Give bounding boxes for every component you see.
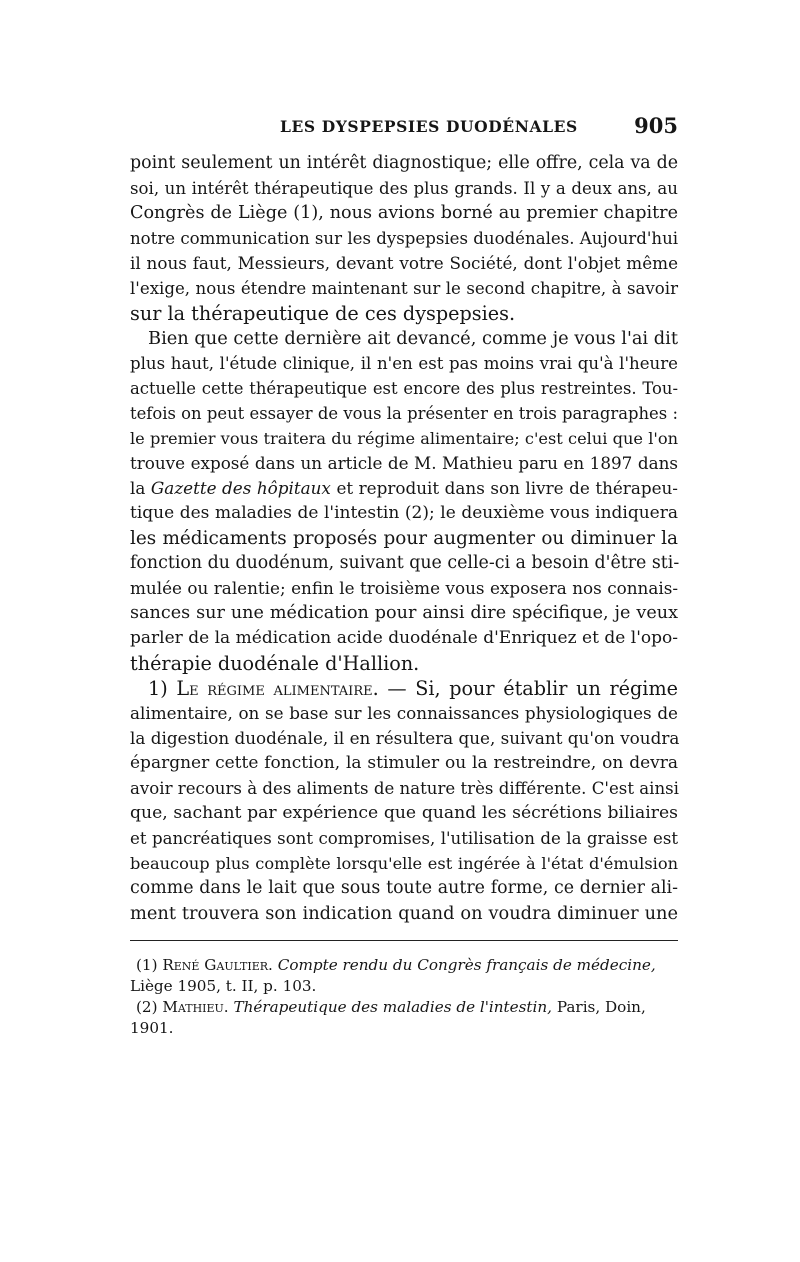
section-number: 1) bbox=[148, 677, 177, 700]
text-line: les médicaments proposés pour augmenter ou diminuer la bbox=[130, 528, 678, 549]
text-line: tique des maladies de l'intestin (2); le deuxième vous indiquera bbox=[130, 503, 678, 523]
section-heading: Le régime alimentaire bbox=[176, 677, 373, 700]
text-segment: . — Si, pour établir un régime bbox=[372, 677, 678, 700]
text-line: parler de la médication acide duodénale d'Enriquez et de l'opo- bbox=[130, 628, 678, 648]
footnote-title: Thérapeutique des maladies de l'intestin, bbox=[233, 998, 553, 1016]
text-line: sances sur une médication pour ainsi dire spécifique, je veux bbox=[130, 603, 678, 623]
text-line: Congrès de Liège (1), nous avions borné au premier chapitre bbox=[130, 203, 678, 223]
text-line: épargner cette fonction, la stimuler ou la restreindre, on devra bbox=[130, 753, 678, 773]
running-title: LES DYSPEPSIES DUODÉNALES bbox=[280, 117, 578, 136]
text-line bbox=[130, 476, 678, 501]
footnote-marker: (2) bbox=[136, 998, 158, 1016]
text-line: thérapie duodénale d'Hallion. bbox=[130, 652, 420, 675]
text-line: alimentaire, on se base sur les connaissances physiologiques de bbox=[130, 703, 678, 723]
section-heading-line bbox=[130, 676, 678, 701]
body-text bbox=[130, 151, 678, 926]
footnote-1 bbox=[130, 955, 678, 976]
text-segment: et reproduit dans son livre de thérapeu- bbox=[330, 478, 678, 498]
text-line: le premier vous traitera du régime alimentaire; c'est celui que l'on bbox=[130, 429, 678, 448]
text-line: il nous faut, Messieurs, devant votre Société, dont l'objet même bbox=[130, 253, 678, 273]
text-line: Bien que cette dernière ait devancé, comme je vous l'ai dit bbox=[148, 328, 678, 349]
footnote-divider bbox=[130, 940, 678, 941]
footnote-2-continuation: 1901. bbox=[130, 1019, 174, 1037]
page-number: 905 bbox=[634, 113, 678, 138]
footnote-marker: (1) bbox=[136, 956, 158, 974]
text-segment: la bbox=[130, 478, 151, 498]
footnotes bbox=[130, 955, 678, 1039]
footnote-author: Mathieu. bbox=[162, 998, 229, 1016]
text-line: fonction du duodénum, suivant que celle-ci a besoin d'être sti- bbox=[130, 553, 680, 573]
text-line: mulée ou ralentie; enfin le troisième vous exposera nos connais- bbox=[130, 578, 678, 598]
text-line: tefois on peut essayer de vous la présenter en trois paragraphes : bbox=[130, 404, 678, 423]
page-header bbox=[130, 113, 678, 141]
text-line: que, sachant par expérience que quand les sécrétions biliaires bbox=[130, 803, 678, 823]
footnote-title: Compte rendu du Congrès français de médecine, bbox=[277, 956, 656, 974]
text-line: avoir recours à des aliments de nature très différente. C'est ainsi bbox=[130, 779, 679, 798]
text-line: ment trouvera son indication quand on voudra diminuer une bbox=[130, 903, 678, 924]
text-line: comme dans le lait que sous toute autre forme, ce dernier ali- bbox=[130, 878, 678, 898]
footnote-1-continuation: Liège 1905, t. II, p. 103. bbox=[130, 977, 317, 995]
footnote-2 bbox=[130, 997, 678, 1018]
footnote-publisher: Paris, Doin, bbox=[552, 998, 646, 1016]
text-line: beaucoup plus complète lorsqu'elle est ingérée à l'état d'émulsion bbox=[130, 854, 678, 873]
text-line: plus haut, l'étude clinique, il n'en est pas moins vrai qu'à l'heure bbox=[130, 354, 678, 373]
text-line: point seulement un intérêt diagnostique; elle offre, cela va de bbox=[130, 153, 678, 173]
text-line: actuelle cette thérapeutique est encore des plus restreintes. Tou- bbox=[130, 379, 678, 398]
text-line: sur la thérapeutique de ces dyspepsies. bbox=[130, 302, 516, 325]
journal-title: Gazette des hôpitaux bbox=[150, 478, 331, 498]
footnote-author: René Gaultier. bbox=[162, 956, 273, 974]
text-line: et pancréatiques sont compromises, l'utilisation de la graisse est bbox=[130, 829, 678, 848]
text-line: la digestion duodénale, il en résultera que, suivant qu'on voudra bbox=[130, 728, 680, 748]
text-line: l'exige, nous étendre maintenant sur le second chapitre, à savoir bbox=[130, 279, 678, 298]
text-line: soi, un intérêt thérapeutique des plus grands. Il y a deux ans, au bbox=[130, 179, 678, 198]
text-line: trouve exposé dans un article de M. Mathieu paru en 1897 dans bbox=[130, 453, 678, 473]
text-line: notre communication sur les dyspepsies duodénales. Aujourd'hui bbox=[130, 229, 679, 248]
